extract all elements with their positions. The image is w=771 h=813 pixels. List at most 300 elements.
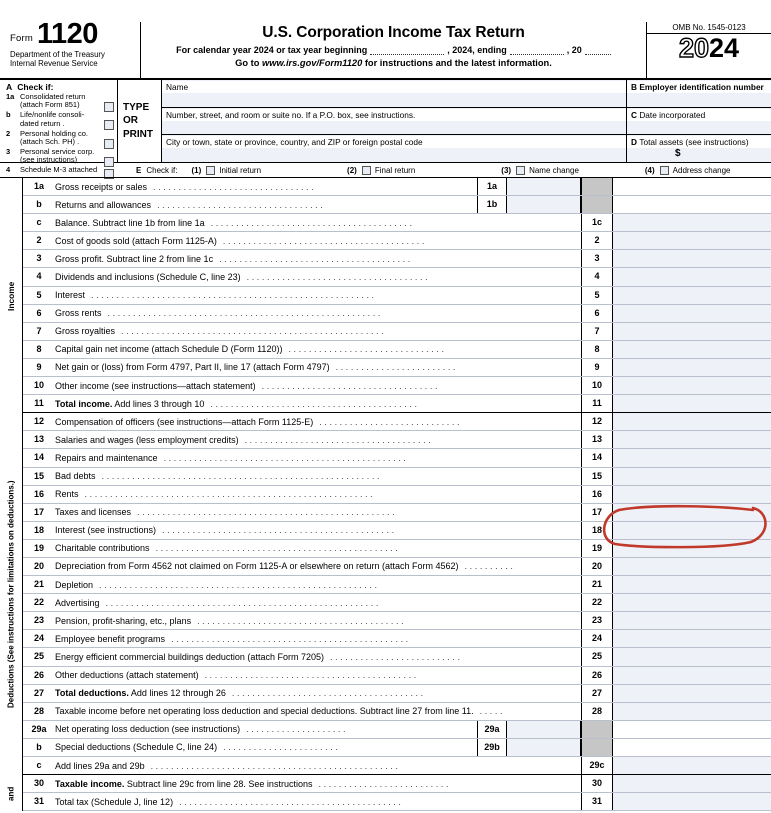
date-incorporated-label (627, 109, 771, 121)
line-number: 9 (36, 361, 42, 372)
tax-rows (23, 775, 771, 811)
line-description: Gross rents ...................................................... (55, 308, 383, 319)
name-field-label: Name (162, 81, 626, 93)
line-description: Bad debts ....................................................... (55, 471, 383, 481)
amount-line-number: 8 (581, 341, 613, 358)
leader-dots: ................................................... (137, 507, 398, 518)
entity-right-boxes (627, 80, 771, 162)
line-number: 25 (33, 651, 44, 662)
amount-input[interactable] (613, 703, 771, 720)
line-number: 14 (33, 452, 44, 463)
line-description: Gross profit. Subtract line 2 from line 1c ...................................... (55, 253, 413, 264)
leader-dots: ................................................ (163, 452, 409, 463)
dept-treasury: Department of the Treasury (10, 49, 105, 59)
check-item-number: b (6, 110, 11, 120)
check-if-heading (6, 82, 115, 92)
amount-input[interactable] (613, 305, 771, 322)
street-address-label: Number, street, and room or suite no. If a P.O. box, see instructions. (162, 109, 626, 121)
amount-input[interactable] (613, 558, 771, 575)
amount-line-number: 10 (581, 377, 613, 394)
form-line-row (23, 648, 771, 666)
e-option-number: (4) (644, 165, 655, 175)
amount-line-number: 25 (581, 648, 613, 665)
e-option-name-change[interactable] (501, 166, 579, 175)
check-item-number: 2 (6, 128, 11, 138)
line-number: 3 (36, 253, 42, 264)
line-number: 22 (33, 597, 44, 608)
line-description: Net operating loss deduction (see instructions) .................... (55, 724, 349, 735)
check-item-number: 3 (6, 146, 11, 156)
date-incorporated-field[interactable] (627, 108, 771, 136)
line-description: Depletion ....................................................... (55, 579, 380, 590)
form-line-row (23, 178, 771, 196)
amount-line-number: 15 (581, 468, 613, 485)
checkbox-final-return[interactable] (362, 166, 371, 175)
leader-dots: .......... (464, 561, 516, 572)
leader-dots: ................................ (153, 181, 317, 192)
amount-line-number: 7 (581, 323, 613, 340)
check-if-title: Check if: (17, 82, 54, 92)
line-description: Total tax (Schedule J, line 12) ............................................ (55, 796, 404, 807)
begin-date-field[interactable] (370, 46, 444, 55)
amount-input[interactable] (613, 377, 771, 394)
e-check-if-label: Check if: (146, 165, 178, 175)
page-title: U.S. Corporation Income Tax Return (262, 24, 525, 41)
form-line-row (23, 594, 771, 612)
line-number: 4 (36, 271, 42, 282)
form-line-row (23, 196, 771, 214)
check-item-label: Schedule M-3 attached (20, 165, 98, 175)
line-description: Gross receipts or sales ................................ (55, 181, 317, 192)
form-header (0, 18, 771, 80)
amount-line-number: 9 (581, 359, 613, 376)
box-label-d: Total assets (see instructions) (639, 137, 749, 148)
leader-dots: .............................................. (162, 525, 397, 536)
amount-input[interactable] (613, 486, 771, 503)
line-description: Returns and allowances ................................. (55, 199, 326, 210)
line-number: 27 (33, 687, 44, 698)
line-description: Add lines 29a and 29b ................................................. (55, 760, 401, 771)
line-description-bold: Total income. (55, 398, 113, 409)
check-item-consolidated-return[interactable] (6, 93, 115, 110)
line-description: Total deductions. Add lines 12 through 26 ...................................... (55, 688, 426, 699)
e-option-address-change[interactable] (645, 166, 731, 175)
amount-column-blocked (581, 721, 613, 738)
checkbox-address-change[interactable] (660, 166, 669, 175)
box-letter-c: C (631, 109, 637, 120)
line-number: 11 (34, 398, 44, 409)
amount-input[interactable] (613, 214, 771, 231)
leader-dots: ...................................... (219, 253, 413, 264)
line-number: 31 (33, 796, 44, 807)
e-option-number: (3) (501, 165, 512, 175)
line-description: Taxes and licenses ................................................... (55, 507, 398, 518)
leader-dots: ................................................ (155, 543, 401, 554)
form-line-row (23, 468, 771, 486)
check-item-line2: (attach Form 851) (20, 100, 80, 110)
amount-line-number: 2 (581, 232, 613, 249)
e-option-label: Address change (672, 165, 731, 175)
amount-input[interactable] (613, 504, 771, 521)
sub-line-number: 29b (477, 739, 507, 756)
box-label-b: Employer identification number (639, 82, 764, 92)
line-description: Interest ........................................................ (55, 290, 377, 301)
e-option-number: (2) (347, 165, 357, 175)
goto-line (147, 58, 640, 68)
amount-line-number: 23 (581, 612, 613, 629)
line-number: 30 (33, 778, 44, 789)
check-item-line1: Personal holding co. (20, 128, 88, 138)
e-option-final-return[interactable] (347, 166, 415, 175)
amount-input[interactable] (613, 250, 771, 267)
amount-input[interactable] (613, 359, 771, 376)
amount-input[interactable] (613, 540, 771, 557)
form-line-row (23, 721, 771, 739)
check-item-line1: Personal service corp. (20, 146, 95, 156)
employer-id-number-field[interactable] (627, 80, 771, 108)
line-description: Rents ......................................................... (55, 489, 376, 500)
dollar-sign: $ (675, 148, 681, 160)
line-description: Compensation of officers (see instructions—attach Form 1125-E) ............................ (55, 416, 463, 427)
line-description: Pension, profit-sharing, etc., plans ......................................... (55, 615, 407, 626)
sub-amount-input[interactable] (507, 721, 581, 738)
amount-input[interactable] (613, 232, 771, 249)
form-line-row (23, 685, 771, 703)
total-assets-field[interactable] (627, 135, 771, 162)
form-line-row (23, 449, 771, 467)
line-description: Taxable income before net operating loss deduction and special deductions. Subtract line 27 from line 11. ..... (55, 706, 506, 717)
leader-dots: .......................................... (204, 670, 419, 681)
entity-address-fields (162, 80, 627, 162)
form-line-row (23, 504, 771, 522)
box-letter-d: D (631, 137, 637, 148)
sub-amount-input[interactable] (507, 196, 581, 213)
amount-input[interactable] (613, 775, 771, 792)
amount-line-number: 12 (581, 413, 613, 430)
line-description: Capital gain net income (attach Schedule D (Form 1120)) ............................... (55, 344, 447, 355)
line-number: 23 (33, 615, 44, 626)
check-item-number: 4 (6, 165, 11, 175)
line-description: Employee benefit programs ............................................... (55, 633, 411, 644)
e-option-number: (1) (191, 165, 202, 175)
name-field[interactable] (162, 80, 626, 108)
form-line-row (23, 793, 771, 811)
form-line-row (23, 612, 771, 630)
e-option-initial-return[interactable] (191, 166, 261, 175)
amount-line-number: 16 (581, 486, 613, 503)
form-line-row (23, 395, 771, 413)
leader-dots: ....................................................... (101, 471, 383, 481)
end-year-field[interactable] (585, 46, 611, 55)
form-number: 1120 (36, 18, 98, 50)
tax-year-display (647, 34, 771, 62)
line-number: 21 (33, 579, 44, 590)
leader-dots: ................................................. (150, 760, 401, 771)
amount-line-number: 1c (581, 214, 613, 231)
amount-input[interactable] (613, 522, 771, 539)
deductions-section-label: Deductions (See instructions for limitations on deductions.) (6, 480, 16, 709)
amount-input[interactable] (613, 413, 771, 430)
amount-input[interactable] (613, 648, 771, 665)
leader-dots: .................... (246, 724, 349, 735)
income-section (0, 178, 771, 413)
line-number: 18 (33, 524, 44, 535)
line-number: 13 (33, 434, 44, 445)
amount-input[interactable] (613, 468, 771, 485)
leader-dots: ......................................................... (84, 489, 376, 500)
leader-dots: ..... (479, 706, 506, 717)
check-item-life-nonlife[interactable] (6, 111, 115, 128)
amount-line-number: 3 (581, 250, 613, 267)
department-block (10, 50, 136, 68)
checkbox-name-change[interactable] (516, 166, 525, 175)
line-description-bold: Total deductions. (55, 688, 129, 699)
amount-line-number: 20 (581, 558, 613, 575)
leader-dots: .......................... (318, 778, 452, 789)
leader-dots: ............................................... (171, 633, 411, 644)
line-description: Other income (see instructions—attach statement) ................................... (55, 380, 441, 391)
amount-line-number: 19 (581, 540, 613, 557)
leader-dots: ........................................ (222, 235, 427, 246)
calendar-year-mid: , 2024, ending (447, 45, 507, 55)
leader-dots: ...................................... (231, 688, 426, 699)
line-number: 1a (33, 181, 44, 191)
leader-dots: ........................ (335, 362, 459, 373)
form-line-row (23, 667, 771, 685)
form-line-row (23, 757, 771, 775)
amount-column-empty (613, 196, 771, 213)
box-label-c: Date incorporated (639, 109, 706, 120)
sub-amount-input[interactable] (507, 739, 581, 756)
form-line-row (23, 341, 771, 359)
type-word: TYPE (123, 101, 150, 113)
form-1120-page (0, 18, 771, 807)
form-line-row (23, 305, 771, 323)
form-line-row (23, 359, 771, 377)
amount-line-number: 21 (581, 576, 613, 593)
line-description: Net gain or (loss) from Form 4797, Part II, line 17 (attach Form 4797) ........................ (55, 362, 459, 373)
line-description: Depreciation from Form 4562 not claimed on Form 1125-A or elsewhere on return (attach Form 4562) .......... (55, 561, 516, 572)
line-number: 8 (36, 343, 42, 354)
amount-input[interactable] (613, 630, 771, 647)
line-number: 15 (33, 470, 44, 481)
sub-line-number: 1b (477, 196, 507, 213)
leader-dots: ....................................................... (99, 579, 380, 590)
amount-input[interactable] (613, 395, 771, 412)
line-number: 29a (31, 723, 47, 734)
amount-line-number: 30 (581, 775, 613, 792)
line-number: 28 (33, 705, 44, 716)
form-line-row (23, 323, 771, 341)
check-item-label (20, 130, 115, 147)
total-assets-label (627, 136, 771, 148)
line-description: Energy efficient commercial buildings deduction (attach Form 7205) .......................... (55, 651, 463, 662)
amount-input[interactable] (613, 268, 771, 285)
amount-column-blocked (581, 178, 613, 195)
income-section-label: Income (6, 281, 16, 311)
leader-dots: ...................................................... (107, 308, 383, 319)
amount-column-empty (613, 739, 771, 756)
amount-input[interactable] (613, 287, 771, 304)
form-line-row (23, 540, 771, 558)
amount-line-number: 29c (581, 757, 613, 774)
sub-line-number: 29a (477, 721, 507, 738)
leader-dots: ................................... (261, 380, 441, 391)
year-solid-part: 24 (709, 33, 740, 63)
amount-input[interactable] (613, 793, 771, 810)
street-address-field[interactable] (162, 108, 626, 136)
check-item-label (20, 111, 115, 128)
form-line-row (23, 576, 771, 594)
line-number: 20 (33, 560, 44, 571)
employer-id-label (627, 81, 771, 93)
check-item-label (20, 93, 115, 110)
dept-irs: Internal Revenue Service (10, 58, 98, 68)
amount-line-number: 24 (581, 630, 613, 647)
sub-amount-input[interactable] (507, 178, 581, 195)
line-number: 6 (36, 307, 42, 318)
form-line-row (23, 739, 771, 757)
check-item-line2: (attach Sch. PH) . (20, 136, 80, 146)
amount-line-number: 31 (581, 793, 613, 810)
line-number: 26 (33, 669, 44, 680)
form-line-row (23, 558, 771, 576)
city-state-zip-label: City or town, state or province, country, and ZIP or foreign postal code (162, 136, 626, 148)
amount-line-number: 22 (581, 594, 613, 611)
amount-input[interactable] (613, 685, 771, 702)
line-number: 12 (33, 416, 44, 427)
line-description: Cost of goods sold (attach Form 1125-A) ........................................ (55, 235, 427, 246)
amount-column-blocked (581, 739, 613, 756)
line-description-bold: Taxable income. (55, 778, 125, 789)
line-description: Other deductions (attach statement) .......................................... (55, 670, 419, 681)
line-description: Balance. Subtract line 1b from line 1a ........................................ (55, 217, 415, 228)
type-or-print-label (118, 80, 162, 162)
form-line-row (23, 287, 771, 305)
deductions-section (0, 413, 771, 775)
leader-dots: ............................................ (179, 796, 404, 807)
line-number: 2 (36, 235, 42, 246)
form-word-label: Form (10, 33, 33, 45)
amount-input[interactable] (613, 341, 771, 358)
line-number: 17 (33, 506, 44, 517)
amount-line-number: 18 (581, 522, 613, 539)
tax-section (0, 775, 771, 811)
check-item-line2: dated return . (20, 118, 65, 128)
line-description: Repairs and maintenance ................................................ (55, 452, 409, 463)
amount-line-number: 13 (581, 431, 613, 448)
end-date-field[interactable] (510, 46, 564, 55)
line-description: Taxable income. Subtract line 29c from line 28. See instructions .......................... (55, 778, 452, 789)
leader-dots: ......................................... (210, 398, 420, 409)
line-description: Special deductions (Schedule C, line 24) ....................... (55, 742, 341, 753)
checkbox-initial-return[interactable] (206, 166, 215, 175)
amount-line-number: 11 (581, 395, 613, 412)
line-description: Dividends and inclusions (Schedule C, line 23) .................................... (55, 271, 431, 282)
form-line-row (23, 775, 771, 793)
amount-column-empty (613, 178, 771, 195)
amount-line-number: 5 (581, 287, 613, 304)
deductions-rail (0, 413, 23, 775)
leader-dots: ............................... (288, 344, 447, 355)
omb-number: OMB No. 1545-0123 (647, 22, 771, 34)
amount-input[interactable] (613, 612, 771, 629)
city-state-zip-field[interactable] (162, 135, 626, 162)
income-rows (23, 178, 771, 413)
year-outline-part: 20 (678, 33, 709, 63)
line-number: 19 (33, 542, 44, 553)
line-number: c (36, 760, 42, 770)
form-title-block (140, 22, 647, 78)
form-line-row (23, 377, 771, 395)
amount-input[interactable] (613, 449, 771, 466)
check-item-line1: Life/nonlife consoli- (20, 110, 85, 120)
check-item-line2: (see instructions) (20, 155, 78, 165)
sub-line-number: 1a (477, 178, 507, 195)
line-description: Interest (see instructions) .............................................. (55, 525, 397, 536)
check-if-box-a (0, 80, 118, 175)
e-option-label: Final return (374, 165, 416, 175)
print-word: PRINT (123, 128, 153, 140)
goto-prefix: Go to (235, 58, 263, 68)
tax-rail (0, 775, 23, 811)
income-rail (0, 178, 23, 413)
leader-dots: ........................................................ (91, 290, 377, 301)
amount-line-number: 26 (581, 667, 613, 684)
e-check-if-row (0, 163, 771, 178)
check-item-number: 1a (6, 92, 15, 101)
check-item-personal-holding[interactable] (6, 130, 115, 147)
line-number: b (36, 199, 42, 210)
check-item-line1: Consolidated return (20, 92, 86, 101)
amount-input[interactable] (613, 594, 771, 611)
line-number: 10 (33, 380, 44, 391)
leader-dots: .................................................... (121, 326, 387, 337)
omb-year-block (647, 22, 771, 78)
line-description: Advertising ...................................................... (55, 597, 381, 608)
amount-input[interactable] (613, 757, 771, 774)
form-line-row (23, 250, 771, 268)
leader-dots: ..................................... (244, 434, 434, 445)
check-if-letter: A (6, 82, 13, 92)
amount-input[interactable] (613, 667, 771, 684)
form-line-row (23, 486, 771, 504)
leader-dots: ........................................ (210, 217, 415, 228)
irs-url-link[interactable]: www.irs.gov/Form1120 (262, 58, 363, 68)
amount-input[interactable] (613, 576, 771, 593)
e-letter: E (136, 165, 142, 175)
form-line-row (23, 232, 771, 250)
form-line-row (23, 214, 771, 232)
form-line-row (23, 703, 771, 721)
line-number: 5 (36, 289, 42, 300)
line-number: c (36, 217, 42, 228)
line-number: b (36, 741, 42, 752)
leader-dots: ................................. (157, 199, 326, 210)
line-description: Salaries and wages (less employment credits) ..................................... (55, 434, 434, 445)
leader-dots: ...................................................... (105, 597, 381, 608)
line-description: Gross royalties .................................................... (55, 326, 387, 337)
amount-input[interactable] (613, 431, 771, 448)
line-number: 16 (33, 488, 44, 499)
leader-dots: ......................................... (197, 615, 407, 626)
amount-input[interactable] (613, 323, 771, 340)
leader-dots: .................................... (246, 271, 431, 282)
leader-dots: ....................... (223, 742, 341, 753)
goto-suffix: for instructions and the latest information. (362, 58, 552, 68)
amount-line-number: 4 (581, 268, 613, 285)
calendar-year-prefix: For calendar year 2024 or tax year beginning (176, 45, 368, 55)
